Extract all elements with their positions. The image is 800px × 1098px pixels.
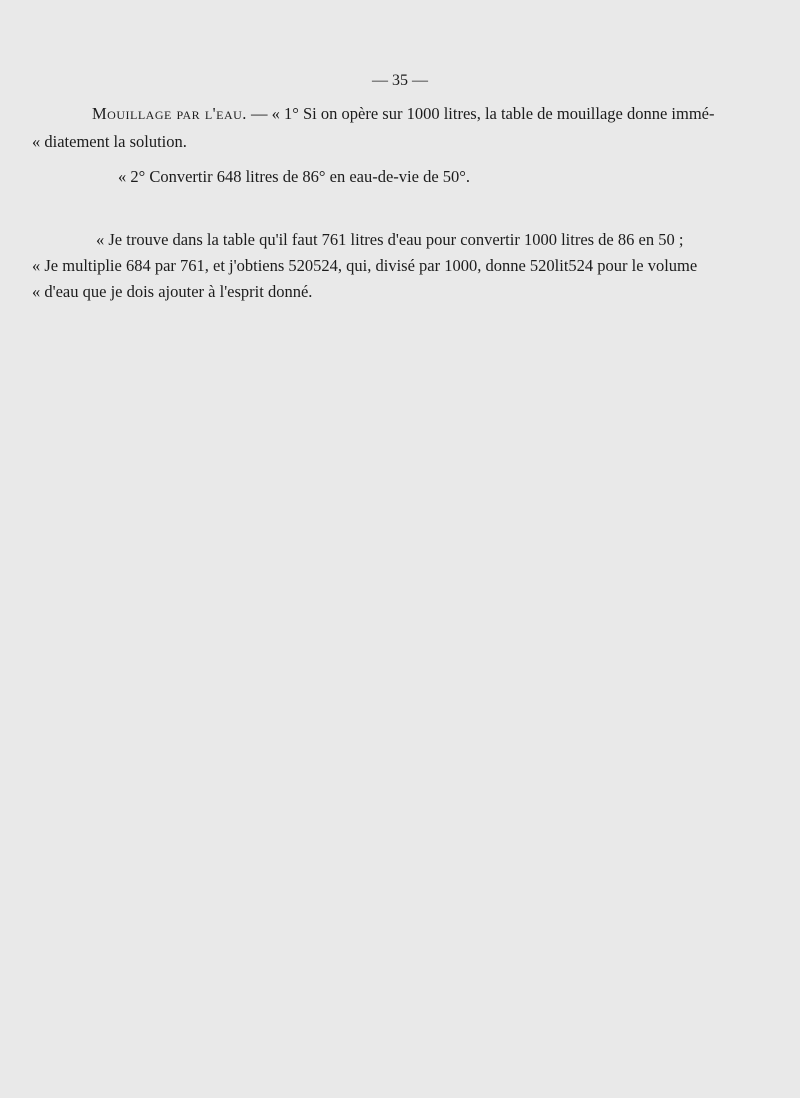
- page-number: — 35 —: [372, 72, 428, 89]
- text-span: — « 1° Si on opère sur 1000 litres, la table de mouillage donne immé-: [251, 104, 715, 123]
- paragraph-line: [92, 104, 750, 124]
- paragraph-line: « Je trouve dans la table qu'il faut 761 litres d'eau pour convertir 1000 litres de 86 en 50 ;: [96, 230, 684, 249]
- paragraph-line: « d'eau que je dois ajouter à l'esprit donné.: [32, 282, 313, 301]
- paragraph-line: « Je multiplie 684 par 761, et j'obtiens 520524, qui, divisé par 1000, donne 520lit524 pour le volume: [32, 256, 698, 275]
- paragraph-line: « diatement la solution.: [32, 132, 187, 151]
- paragraph-line: « 2° Convertir 648 litres de 86° en eau-de-vie de 50°.: [118, 167, 470, 186]
- section-heading: Mouillage par l'eau.: [92, 104, 247, 123]
